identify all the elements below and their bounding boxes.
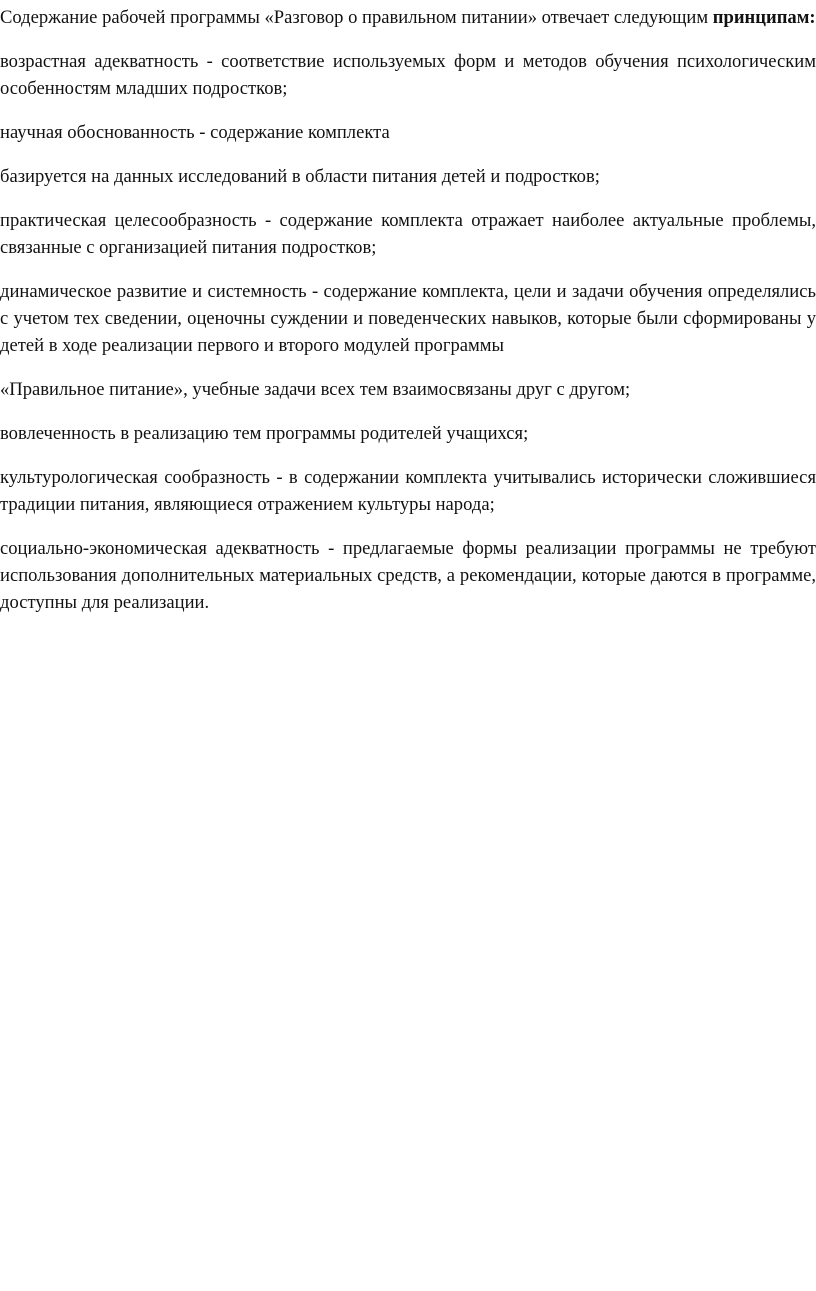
intro-bold-text: принципам: [712,7,816,28]
document-body [0,4,816,633]
paragraph-learning-tasks: «Правильное питание», учебные задачи всех тем взаимосвязаны друг с другом; [0,379,631,400]
paragraph-socio-economic-adequacy: социально-экономическая адекватность - предлагаемые формы реализации программы не требуют использования дополнительных материальных средств, а рекомендации, которые даются в программе, доступны для реализации. [0,538,816,613]
intro-paragraph [0,4,816,31]
paragraph-cultural-conformity: культурологическая сообразность - в содержании комплекта учитывались исторически сложившиеся традиции питания, являющиеся отражением культуры народа; [0,467,816,515]
paragraph-scientific-validity: научная обоснованность - содержание комплекта [0,122,390,143]
paragraph-age-adequacy: возрастная адекватность - соответствие используемых форм и методов обучения психологическим особенностям младших подростков; [0,51,816,99]
paragraph-practical-expediency: практическая целесообразность - содержание комплекта отражает наиболее актуальные проблемы, связанные с организацией питания подростков; [0,210,816,258]
paragraph-research-basis: базируется на данных исследований в области питания детей и подростков; [0,166,600,187]
intro-text: Содержание рабочей программы «Разговор о правильном питании» отвечает следующим [0,7,713,28]
paragraph-dynamic-development: динамическое развитие и системность - содержание комплекта, цели и задачи обучения определялись с учетом тех сведении, оценочны суждении и поведенческих навыков, которые были сформированы у детей в ходе реализации первого и второго модулей программы [0,281,816,356]
paragraph-parent-involvement: вовлеченность в реализацию тем программы родителей учащихся; [0,423,529,444]
